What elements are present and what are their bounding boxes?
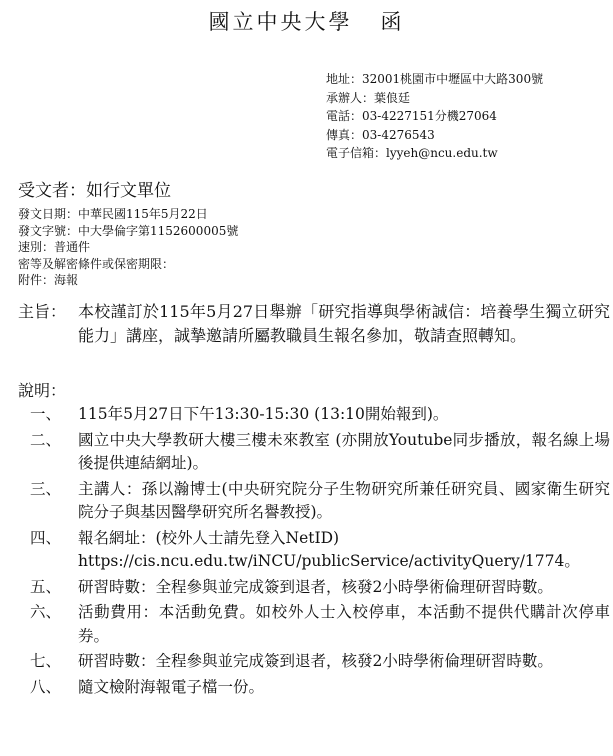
item-number: 二、 (30, 430, 62, 449)
sender-address: 地址：32001桃園市中壢區中大路300號 (326, 72, 544, 86)
item-text: 國立中央大學教研大樓三樓未來教室 (亦開放Youtube同步播放，報名線上場後提供連結網址)。 (78, 430, 610, 472)
item-number: 八、 (30, 677, 62, 696)
list-item (30, 676, 610, 700)
list-item (30, 650, 610, 674)
list-item (30, 478, 610, 525)
item-text: 115年5月27日下午13:30-15:30 (13:10開始報到)。 (78, 405, 449, 423)
item-number: 四、 (30, 528, 62, 547)
issue-date: 發文日期：中華民國115年5月22日 (18, 207, 208, 221)
item-number: 七、 (30, 652, 62, 670)
doc-type: 函 (380, 10, 405, 34)
secrecy-level: 密等及解密條件或保密期限： (18, 256, 175, 271)
item-text: 活動費用：本活動免費。如校外人士入校停車，本活動不提供代購計次停車券。 (78, 603, 610, 645)
explanation-label: 說明： (18, 381, 67, 400)
document-meta (18, 206, 238, 289)
sender-email: 電子信箱：lyyeh@ncu.edu.tw (326, 146, 498, 160)
subject-label: 主旨： (18, 302, 67, 321)
sender-fax: 傳真：03-4276543 (326, 127, 435, 142)
registration-url: https://cis.ncu.edu.tw/iNCU/publicService/activityQuery/1774。 (78, 552, 580, 570)
document-number: 發文字號：中大學倫字第1152600005號 (18, 223, 239, 238)
item-text: 研習時數：全程參與並完成簽到退者，核發2小時學術倫理研習時數。 (78, 577, 553, 596)
item-text: 隨文檢附海報電子檔一份。 (78, 677, 265, 696)
list-item (30, 576, 610, 600)
explanation-list (30, 403, 610, 701)
item-text: 報名網址：(校外人士請先登入NetID) (78, 528, 340, 547)
list-item (30, 403, 610, 427)
delivery-speed: 速別：普通件 (18, 240, 91, 254)
org-name: 國立中央大學 (208, 10, 353, 34)
item-number: 三、 (30, 479, 62, 498)
attachment: 附件：海報 (18, 273, 79, 287)
list-item (30, 601, 610, 648)
item-text: 主講人：孫以瀚博士(中央研究院分子生物研究所兼任研究員、國家衛生研究院分子與基因醫學研究所名譽教授)。 (78, 479, 610, 521)
sender-info (326, 70, 543, 163)
item-number: 六、 (30, 603, 62, 621)
item-number: 一、 (30, 405, 62, 423)
document-title (0, 6, 613, 36)
item-text: 研習時數：全程參與並完成簽到退者，核發2小時學術倫理研習時數。 (78, 652, 553, 670)
sender-contact: 承辦人：葉俍廷 (326, 90, 411, 105)
list-item (30, 527, 610, 574)
subject-text: 本校謹訂於115年5月27日舉辦「研究指導與學術誠信：培養學生獨立研究能力」講座，誠摯邀請所屬教職員生報名參加，敬請查照轉知。 (78, 302, 610, 345)
recipient: 受文者：如行文單位 (18, 181, 171, 201)
list-item (30, 429, 610, 476)
sender-phone: 電話：03-4227151分機27064 (326, 109, 497, 123)
item-number: 五、 (30, 577, 62, 596)
